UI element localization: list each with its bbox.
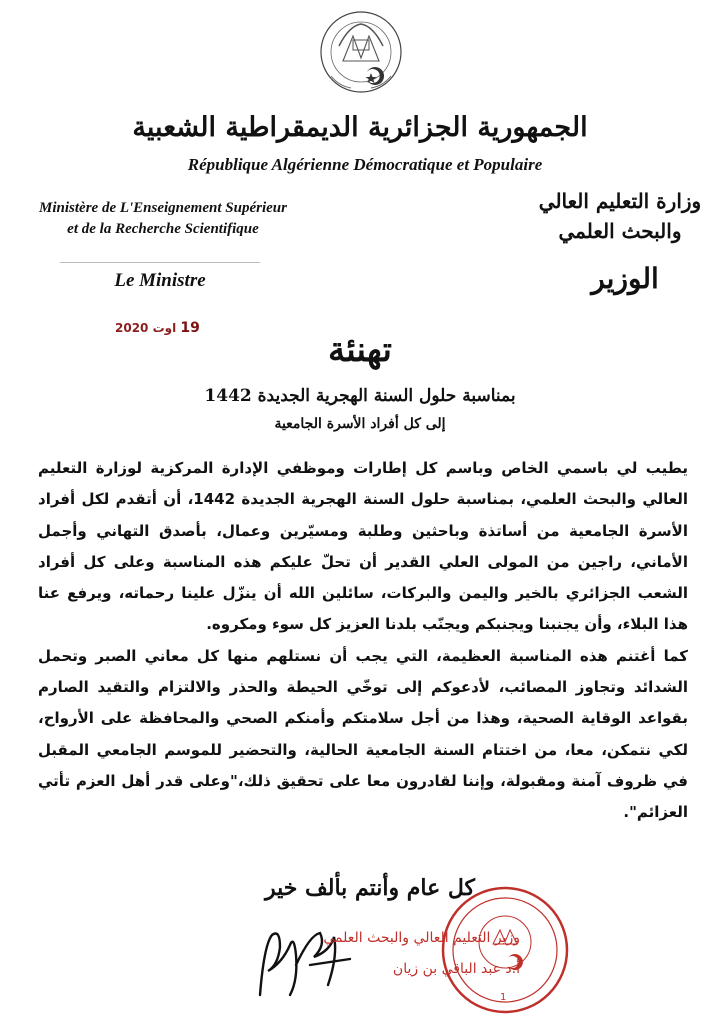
official-stamp [420,880,570,1020]
ministry-name-french [18,198,308,240]
ministry-french-line1: Ministère de L'Enseignement Supérieur [39,200,287,216]
signatory-name: أ.د عبد الباقي بن زيان [392,961,520,977]
letter-recipients: إلى كل أفراد الأسرة الجامعية [274,416,446,432]
national-emblem [319,6,403,98]
republic-title-french: République Algérienne Démocratique et Populaire [187,155,543,174]
signatory-title: وزير التعليم العالي والبحث العلمي [323,930,520,946]
ministry-french-line2: et de la Recherche Scientifique [67,221,259,237]
stamp-number: 1 [500,992,507,1003]
body-paragraph-2: كما أغتنم هذه المناسبة العظيمة، التي يجب أن نستلهم منها كل معاني الصبر وتحمل الشدائد وتجاوز المصائب، لأدعوكم إلى توخّي الحيطة والحذر والالتزام والتقيد الصارم بقواعد الوقاية الصحية، وهذا من أجل سلامتكم وأمنكم الصحي والمحافظة على الأرواح، لكي نتمكن، معا، من اختتام السنة الجامعية الحالية، والتحضير للموسم الجامعي المقبل في ظروف آمنة ومقبولة، وإننا لقادرون معا على تحقيق ذلك،"وعلى قدر أهل العزم تأتي العزائم". [38,646,688,822]
body-paragraph-1: يطيب لي باسمي الخاص وباسم كل إطارات وموظفي الإدارة المركزية لوزارة التعليم العالي والبحث العلمي، بمناسبة حلول السنة الهجرية الجديدة 1442، أن أتقدم لكل أفراد الأسرة الجامعية من أساتذة وباحثين وطلبة ومسيّرين وعمال، بأصدق التهاني وأجمل الأماني، راجين من المولى العلي القدير أن تحلّ عليكم هذه المناسبة وعلى كل أفراد الشعب الجزائري بالخير واليمن والبركات، سائلين الله أن ينزّل علينا رحماته، ويرفع عنا هذا البلاء، وأن يجنبنا ويجنبكم ويجنّب بلدنا العزيز كل سوء ومكروه. [38,459,688,634]
minister-label-arabic: الوزير [591,262,659,295]
date-month: اوت [152,321,177,335]
ministry-arabic-line1: وزارة التعليم العالي [538,189,702,213]
letter-body [38,453,688,829]
divider [60,262,260,263]
letter-title: تهنئة [328,330,392,370]
ministry-name-arabic [530,186,710,246]
republic-title-arabic: الجمهورية الجزائرية الديمقراطية الشعبية [132,112,588,143]
letter-subtitle: بمناسبة حلول السنة الهجرية الجديدة 1442 [204,386,516,406]
letter-date [115,320,200,336]
date-year: 2020 [115,321,149,335]
closing-greeting: كل عام وأنتم بألف خير [264,875,476,901]
minister-label-french: Le Ministre [114,270,206,291]
date-day: 19 [180,320,200,336]
ministry-arabic-line2: والبحث العلمي [558,219,682,243]
